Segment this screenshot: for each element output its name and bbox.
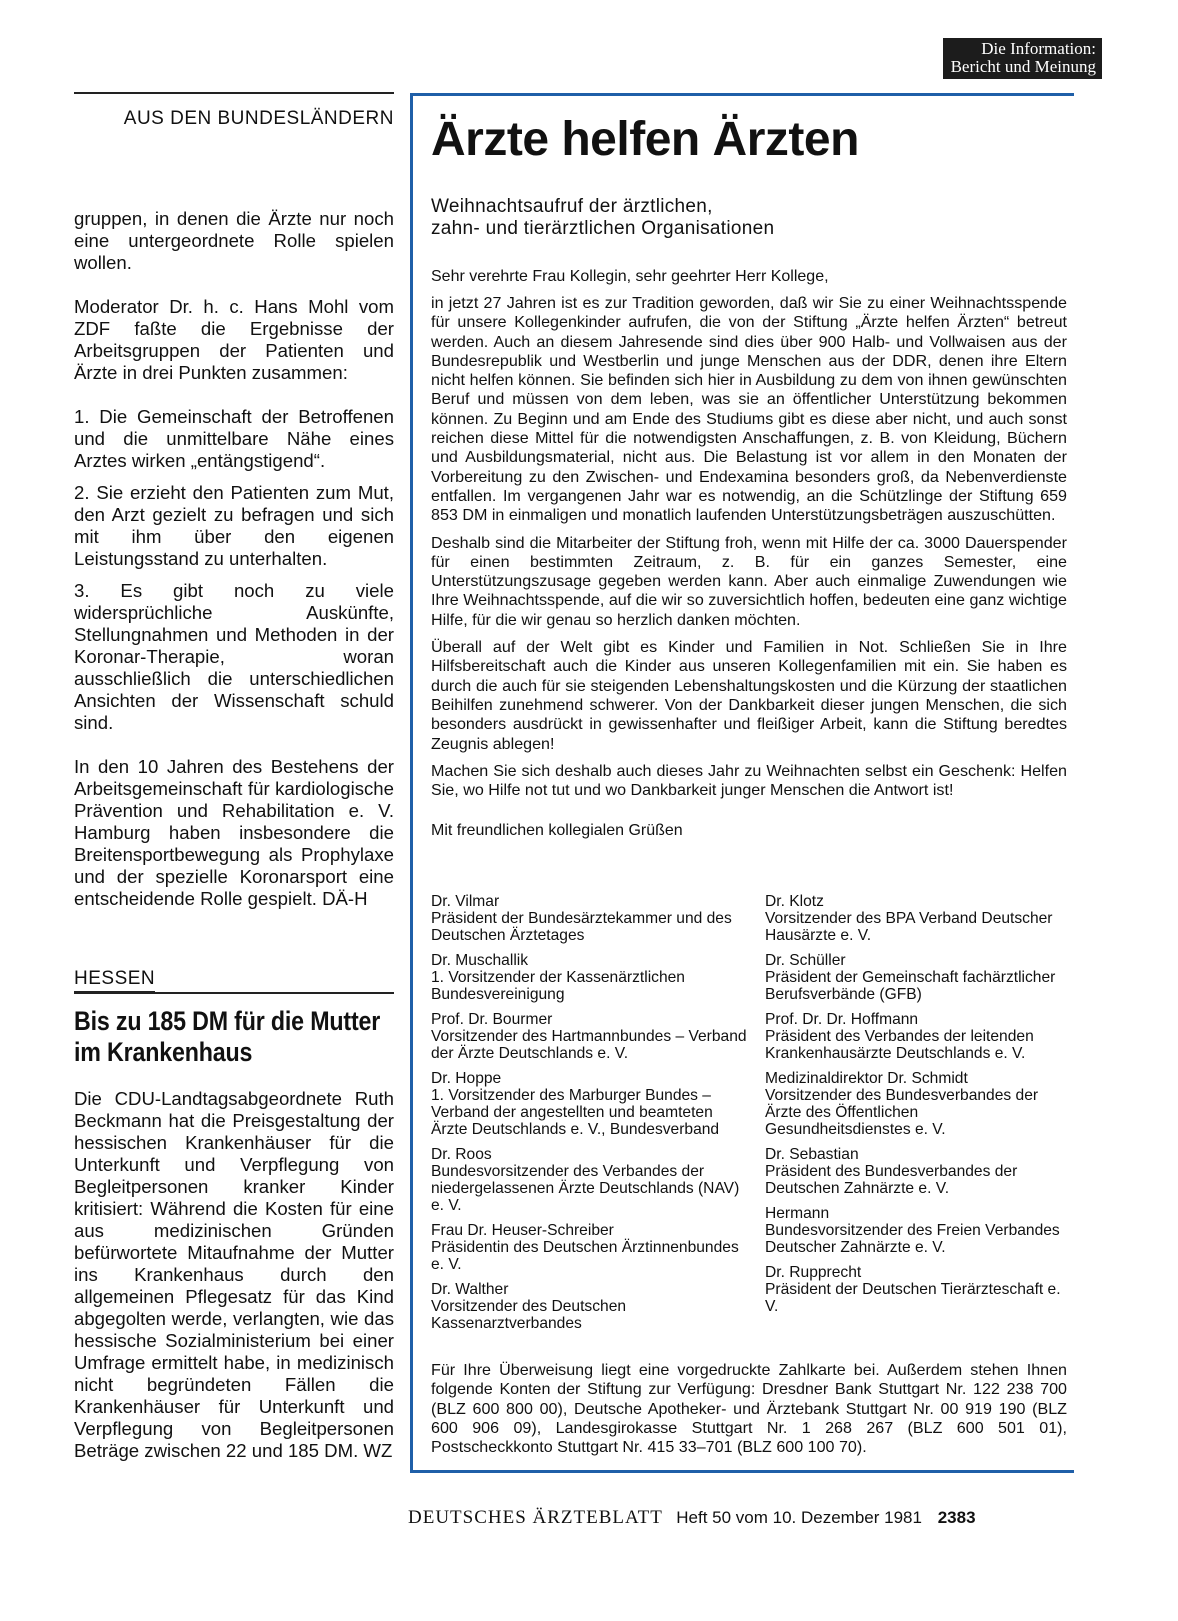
signer <box>765 1264 1065 1315</box>
signers-left-column <box>431 893 751 1340</box>
signer <box>765 952 1065 1003</box>
signer-role: 1. Vorsitzender der Kassenärztlichen Bundesvereinigung <box>431 969 685 1003</box>
signer <box>431 1011 751 1062</box>
signer <box>431 1070 751 1138</box>
section-label <box>943 38 1102 79</box>
article-paragraph: 2. Sie erzieht den Patienten zum Mut, den Arzt gezielt zu befragen und sich mit ihm über den eigenen Leistungsstand zu unterhalten. <box>74 482 394 569</box>
signer-role: Präsident des Bundesverbandes der Deutschen Zahnärzte e. V. <box>765 1163 1018 1197</box>
signer <box>431 893 751 944</box>
signer-name: Hermann <box>765 1205 830 1222</box>
section-label-line1: Die Information: <box>981 39 1096 58</box>
section-heading: AUS DEN BUNDESLÄNDERN <box>123 108 394 129</box>
appeal-subtitle-line1: Weihnachtsaufruf der ärztlichen, <box>431 196 713 217</box>
signer <box>765 1011 1065 1062</box>
hessen-section-rule <box>74 910 394 994</box>
salutation: Sehr verehrte Frau Kollegin, sehr geehrter Herr Kollege, <box>431 268 829 285</box>
signer-role: Präsident der Gemeinschaft fachärztlicher Berufsverbände (GFB) <box>765 969 1056 1003</box>
article-paragraph: 3. Es gibt noch zu viele widersprüchliche Auskünfte, Stellungnahmen und Methoden in der Koronar-Therapie, woran ausschließlich die unterschiedlichen Ansichten der Wissenschaft schuld sind. <box>74 580 394 733</box>
signer <box>765 1205 1065 1256</box>
signer-role: Präsident der Deutschen Tierärzteschaft e. V. <box>765 1281 1061 1315</box>
signer-role: Vorsitzender des BPA Verband Deutscher Hausärzte e. V. <box>765 910 1053 944</box>
appeal-paragraph: Machen Sie sich deshalb auch dieses Jahr zu Weihnachten selbst ein Geschenk: Helfen Sie, wo Hilfe not tut und wo Dankbarkeit junger Menschen die Antwort ist! <box>431 761 1067 800</box>
left-column <box>74 92 394 1462</box>
signer-name: Prof. Dr. Bourmer <box>431 1011 553 1028</box>
signer <box>431 1281 751 1332</box>
signers-right-column <box>765 893 1065 1323</box>
signer-name: Dr. Vilmar <box>431 893 500 910</box>
article-paragraph: gruppen, in denen die Ärzte nur noch eine untergeordnete Rolle spielen wollen. <box>74 208 394 273</box>
signer-role: Vorsitzender des Deutschen Kassenarztverbandes <box>431 1298 627 1332</box>
appeal-subtitle-line2: zahn- und tierärztlichen Organisationen <box>431 218 775 239</box>
appeal-paragraph: in jetzt 27 Jahren ist es zur Tradition geworden, daß wir Sie zu einer Weihnachtsspende für unsere Kollegenkinder aufrufen, die von der Stiftung „Ärzte helfen Ärzten“ betreut werden. Auch an diesem Jahresende sind dies über 900 Halb- und Vollwaisen aus der Bundesrepublik und Westberlin und junge Menschen aus der DDR, denen ihre Eltern nicht helfen können. Sie befinden sich hier in Ausbildung zu dem von ihnen gewünschten Beruf und müssen von dem leben, was sie an öffentlicher Unterstützung bekommen können. Zu Beginn und am Ende des Studiums gibt es diese aber nicht, und auch sonst reichen diese Mittel für die notwendigsten Anschaffungen, z. B. von Kleidung, Büchern und Ausbildungsmaterial, nicht aus. Die Belastung ist vor allem in den Monaten der Vorbereitung zu den Zwischen- und Endexamina besonders groß, da Nebenverdienste entfallen. Im vergangenen Jahr war es notwendig, an die Schützlinge der Stiftung 659 853 DM in einmaligen und monatlich laufenden Unterstützungsbeträgen auszuschütten. <box>431 294 1067 525</box>
signer-role: Bundesvorsitzender des Freien Verbandes Deutscher Zahnärzte e. V. <box>765 1222 1060 1256</box>
appeal-paragraph: Überall auf der Welt gibt es Kinder und Familien in Not. Schließen Sie in Ihre Hilfsbereitschaft auch die Kinder aus unseren Kollegenfamilien mit ein. Sie haben es durch die auch für sie steigenden Lebenshaltungskosten und die Kürzung der staatlichen Beihilfen zunehmend schwerer. Von der Dankbarkeit dieser jungen Menschen, die sich besonders ausdrückt in gewissenhafter und fleißiger Arbeit, kann die Stiftung beredtes Zeugnis ablegen! <box>431 638 1067 753</box>
signer-name: Dr. Sebastian <box>765 1146 859 1163</box>
signer-name: Dr. Rupprecht <box>765 1264 862 1281</box>
hessen-section-heading: HESSEN <box>74 968 155 992</box>
journal-name: DEUTSCHES ÄRZTEBLATT <box>408 1507 663 1528</box>
article-paragraph: In den 10 Jahren des Bestehens der Arbeitsgemeinschaft für kardiologische Prävention und Rehabilitation e. V. Hamburg haben insbesondere die Breitensportbewegung als Prophylaxe und der spezielle Koronarsport eine entscheidende Rolle gespielt. DÄ-H <box>74 756 394 909</box>
bank-accounts-paragraph: Für Ihre Überweisung liegt eine vorgedruckte Zahlkarte bei. Außerdem stehen Ihnen folgende Konten der Stiftung zur Verfügung: Dresdner Bank Stuttgart Nr. 122 238 700 (BLZ 600 800 00), Deutsche Apotheker- und Ärztebank Stuttgart Nr. 00 919 190 (BLZ 600 906 09), Landesgirokasse Stuttgart Nr. 1 268 267 (BLZ 600 501 01), Postscheckkonto Stuttgart Nr. 415 33–701 (BLZ 600 100 70). <box>431 1361 1067 1457</box>
signer <box>431 952 751 1003</box>
signer-role: Bundesvorsitzender des Verbandes der niedergelassenen Ärzte Deutschlands (NAV) e. V. <box>431 1163 740 1214</box>
signer-name: Medizinaldirektor Dr. Schmidt <box>765 1070 968 1087</box>
signer <box>765 1146 1065 1197</box>
signer-name: Dr. Muschallik <box>431 952 529 969</box>
signer-role: Präsident der Bundesärztekammer und des Deutschen Ärztetages <box>431 910 732 944</box>
signer <box>765 893 1065 944</box>
hessen-paragraph: Die CDU-Landtagsabgeordnete Ruth Beckmann hat die Preisgestaltung der hessischen Krankenhäuser für die Unterkunft und Verpflegung von Begleitpersonen kranker Kinder kritisiert: Während die Kosten für eine aus medizinischen Gründen befürwortete Mitaufnahme der Mutter ins Krankenhaus durch den allgemeinen Pflegesatz für das Kind abgegolten werde, verlangten, wie das hessische Sozialministerium bei einer Umfrage ermittelt habe, in medizinisch nicht begründeten Fällen die Krankenhäuser für Unterkunft und Verpflegung von Begleitpersonen Beträge zwischen 22 und 185 DM. WZ <box>74 1088 394 1461</box>
appeal-content <box>431 114 1067 840</box>
signer-name: Dr. Roos <box>431 1146 492 1163</box>
appeal-box <box>410 93 1074 1473</box>
closing-greeting: Mit freundlichen kollegialen Grüßen <box>431 822 683 840</box>
article-paragraph: Moderator Dr. h. c. Hans Mohl vom ZDF faßte die Ergebnisse der Arbeitsgruppen der Patienten und Ärzte in drei Punkten zusammen: <box>74 296 394 383</box>
signer-role: Vorsitzender des Bundesverbandes der Ärzte des Öffentlichen Gesundheitsdienstes e. V. <box>765 1087 1039 1138</box>
signer <box>765 1070 1065 1138</box>
signer-role: 1. Vorsitzender des Marburger Bundes – Verband der angestellten und beamteten Ärzte Deutschlands e. V., Bundesverband <box>431 1087 720 1138</box>
signer-name: Frau Dr. Heuser-Schreiber <box>431 1222 614 1239</box>
appeal-paragraph: Deshalb sind die Mitarbeiter der Stiftung froh, wenn mit Hilfe der ca. 3000 Dauerspender für einen bestimmten Zeitraum, z. B. für ein ganzes Semester, eine Unterstützungszusage gegeben werden kann. Aber auch einmalige Zuwendungen wie Ihre Weihnachtsspende, auf die wir so zuversichtlich hoffen, bedeuten eine ganz wichtige Hilfe, für die wir genau so herzlich danken möchten. <box>431 533 1067 629</box>
signer-role: Präsidentin des Deutschen Ärztinnenbundes e. V. <box>431 1239 739 1273</box>
signer-name: Prof. Dr. Dr. Hoffmann <box>765 1011 919 1028</box>
top-rule <box>74 92 394 94</box>
signer-name: Dr. Walther <box>431 1281 509 1298</box>
issue-info: Heft 50 vom 10. Dezember 1981 <box>676 1508 922 1527</box>
appeal-title: Ärzte helfen Ärzten <box>431 113 859 166</box>
signer <box>431 1146 751 1214</box>
signer <box>431 1222 751 1273</box>
signer-name: Dr. Hoppe <box>431 1070 502 1087</box>
signer-role: Präsident des Verbandes der leitenden Krankenhausärzte Deutschlands e. V. <box>765 1028 1034 1062</box>
signer-name: Dr. Klotz <box>765 893 824 910</box>
article-paragraph: 1. Die Gemeinschaft der Betroffenen und die unmittelbare Nähe eines Arztes wirken „entängstigend“. <box>74 406 394 471</box>
appeal-subtitle <box>431 196 1067 240</box>
page-number: 2383 <box>937 1508 976 1527</box>
signer-role: Vorsitzender des Hartmannbundes – Verband der Ärzte Deutschlands e. V. <box>431 1028 747 1062</box>
page-footer <box>408 1507 976 1529</box>
section-label-line2: Bericht und Meinung <box>950 57 1096 76</box>
hessen-headline: Bis zu 185 DM für die Mutter im Krankenhaus <box>74 1006 381 1067</box>
signer-name: Dr. Schüller <box>765 952 846 969</box>
